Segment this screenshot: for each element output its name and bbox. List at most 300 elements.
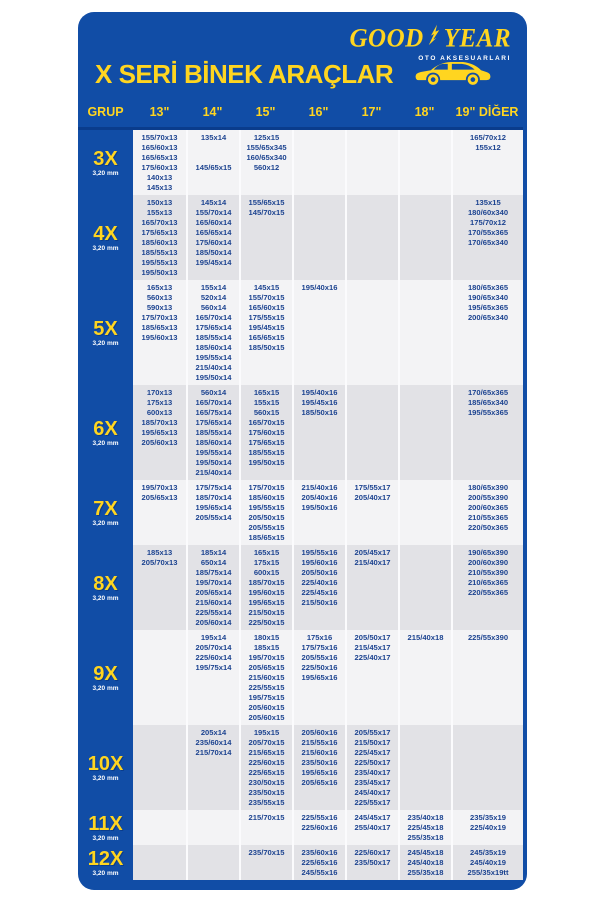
tire-size: 245/40x18	[407, 858, 444, 867]
table-row-5x	[78, 280, 523, 385]
tire-size	[453, 248, 523, 258]
tire-size	[347, 468, 398, 478]
tire-size: 175/75x14	[195, 483, 232, 492]
tire-size	[400, 703, 451, 713]
tire-size	[347, 713, 398, 723]
tire-size	[400, 163, 451, 173]
tire-size	[188, 788, 239, 798]
group-label-8x	[78, 545, 133, 630]
size-cell	[292, 385, 345, 480]
tire-size	[400, 788, 451, 798]
tire-size	[453, 663, 523, 673]
size-cell	[133, 130, 186, 195]
tire-size	[133, 778, 186, 788]
tire-size: 205/60x15	[248, 703, 285, 712]
tire-size	[453, 833, 523, 843]
tire-size: 590x13	[146, 303, 173, 312]
tire-size	[294, 713, 345, 723]
tire-size: 155x14	[200, 283, 227, 292]
tire-size	[347, 868, 398, 878]
logo-subtitle: OTO AKSESUARLARI	[418, 55, 511, 62]
group-name: 7X	[93, 497, 118, 520]
tire-size: 210/55x390	[467, 568, 509, 577]
tire-size	[188, 523, 239, 533]
column-header-row	[78, 105, 523, 119]
tire-size: 195x14	[200, 633, 227, 642]
tire-size	[133, 568, 186, 578]
tire-size: 205/50x15	[248, 513, 285, 522]
tire-size: 190/65x340	[467, 293, 509, 302]
tire-size	[294, 693, 345, 703]
tire-size: 195/75x14	[195, 663, 232, 672]
tire-size	[241, 258, 292, 268]
tire-size: 145x15	[253, 283, 280, 292]
tire-size	[294, 173, 345, 183]
tire-size	[294, 198, 345, 208]
tire-size	[294, 228, 345, 238]
tire-size: 205/55x15	[248, 523, 285, 532]
tire-size	[294, 448, 345, 458]
tire-size: 200/60x390	[467, 558, 509, 567]
size-cell	[133, 480, 186, 545]
size-cell	[133, 385, 186, 480]
tire-size	[188, 848, 239, 858]
tire-size	[133, 588, 186, 598]
tire-size: 235/70x15	[248, 848, 285, 857]
tire-size: 205/70x15	[248, 738, 285, 747]
tire-size	[294, 208, 345, 218]
group-label-6x	[78, 385, 133, 480]
tire-size	[133, 643, 186, 653]
tire-size	[400, 558, 451, 568]
tire-size: 205/45x17	[354, 548, 391, 557]
tire-size	[294, 333, 345, 343]
tire-size	[347, 523, 398, 533]
tire-size	[188, 153, 239, 163]
tire-size: 600x15	[253, 568, 280, 577]
tire-size	[400, 748, 451, 758]
size-cell	[345, 195, 398, 280]
tire-size	[347, 428, 398, 438]
tire-size: 195/65x15	[248, 598, 285, 607]
tire-size	[188, 268, 239, 278]
tire-size	[188, 533, 239, 543]
group-gauge: 3,20 mm	[92, 774, 119, 782]
tire-size: 185/70x14	[195, 493, 232, 502]
tire-size	[133, 693, 186, 703]
group-gauge: 3,20 mm	[92, 519, 119, 527]
tire-size: 175/65x14	[195, 323, 232, 332]
tire-size	[347, 208, 398, 218]
tire-size	[400, 408, 451, 418]
size-cell	[398, 545, 451, 630]
tire-size	[133, 728, 186, 738]
tire-size	[294, 238, 345, 248]
tire-size	[453, 728, 523, 738]
size-cell	[345, 725, 398, 810]
tire-size	[347, 363, 398, 373]
tire-size: 225/60x14	[195, 653, 232, 662]
tire-size: 215/50x15	[248, 608, 285, 617]
tire-size: 175/60x13	[141, 163, 178, 172]
tire-size: 235/50x15	[248, 788, 285, 797]
tire-size	[294, 683, 345, 693]
tire-size: 185/50x15	[248, 343, 285, 352]
tire-size	[453, 183, 523, 193]
tire-size	[400, 598, 451, 608]
tire-size	[133, 458, 186, 468]
tire-size	[400, 493, 451, 503]
tire-size	[347, 448, 398, 458]
tire-size: 165/70x14	[195, 398, 232, 407]
tire-size	[347, 198, 398, 208]
tire-size: 560x14	[200, 388, 227, 397]
tire-size	[294, 143, 345, 153]
tire-size: 215/55x16	[301, 738, 338, 747]
tire-size: 155x13	[146, 208, 173, 217]
tire-size	[453, 533, 523, 543]
tire-size	[453, 778, 523, 788]
tire-size	[294, 833, 345, 843]
tire-size: 195/65x365	[467, 303, 509, 312]
group-gauge: 3,20 mm	[92, 169, 119, 177]
tire-size: 185/60x13	[141, 238, 178, 247]
tire-size	[453, 323, 523, 333]
tire-size	[241, 238, 292, 248]
tire-size: 255/35x19tt	[467, 868, 509, 877]
size-cell	[451, 195, 523, 280]
size-cell	[133, 810, 186, 845]
tire-size: 195/65x13	[141, 428, 178, 437]
tire-size: 195/65x16	[301, 673, 338, 682]
tire-size: 190/65x390	[467, 548, 509, 557]
tire-size: 225/45x18	[407, 823, 444, 832]
size-cell	[133, 630, 186, 725]
tire-size: 245/55x16	[301, 868, 338, 877]
tire-size	[400, 323, 451, 333]
size-cell	[451, 845, 523, 880]
tire-size: 175/60x14	[195, 238, 232, 247]
tire-size: 600x13	[146, 408, 173, 417]
tire-size: 215/45x17	[354, 643, 391, 652]
tire-size: 205/65x13	[141, 493, 178, 502]
header-16: 16"	[308, 105, 329, 119]
tire-size	[453, 173, 523, 183]
tire-size	[400, 258, 451, 268]
tire-size: 195/50x14	[195, 373, 232, 382]
tire-size	[241, 468, 292, 478]
tire-size	[453, 618, 523, 628]
tire-size: 180/65x390	[467, 483, 509, 492]
tire-size: 175/70x15	[248, 483, 285, 492]
size-cell	[451, 810, 523, 845]
tire-size	[400, 373, 451, 383]
tire-size: 195x15	[253, 728, 280, 737]
tire-size	[294, 133, 345, 143]
group-label-7x	[78, 480, 133, 545]
size-table	[78, 127, 523, 880]
tire-size: 210/65x365	[467, 578, 509, 587]
table-row-7x	[78, 480, 523, 545]
size-cell	[398, 130, 451, 195]
tire-size	[347, 503, 398, 513]
tire-size	[400, 673, 451, 683]
group-gauge: 3,20 mm	[92, 439, 119, 447]
tire-size	[294, 353, 345, 363]
size-cell	[292, 630, 345, 725]
tire-size: 185/65x13	[141, 323, 178, 332]
tire-size	[400, 608, 451, 618]
size-cell	[292, 810, 345, 845]
table-row-9x	[78, 630, 523, 725]
tire-size: 185/55x14	[195, 428, 232, 437]
tire-size	[347, 183, 398, 193]
tire-size: 165/60x14	[195, 218, 232, 227]
tire-size	[400, 428, 451, 438]
tire-size	[294, 218, 345, 228]
tire-size	[294, 798, 345, 808]
size-cell	[398, 385, 451, 480]
tire-size: 225/55x17	[354, 798, 391, 807]
group-gauge: 3,20 mm	[92, 339, 119, 347]
tire-size	[294, 468, 345, 478]
header-17: 17"	[361, 105, 382, 119]
tire-size: 175/55x17	[354, 483, 391, 492]
tire-size: 140x13	[146, 173, 173, 182]
size-cell	[451, 630, 523, 725]
tire-size: 155/70x14	[195, 208, 232, 217]
tire-size	[347, 438, 398, 448]
size-cell	[133, 280, 186, 385]
tire-size	[347, 588, 398, 598]
tire-size	[453, 608, 523, 618]
tire-size: 215/40x18	[407, 633, 444, 642]
tire-size: 255/35x18	[407, 868, 444, 877]
table-row-10x	[78, 725, 523, 810]
size-cell	[186, 845, 239, 880]
tire-size	[453, 373, 523, 383]
tire-size	[400, 663, 451, 673]
tire-size: 185/50x14	[195, 248, 232, 257]
tire-size	[133, 758, 186, 768]
tire-size	[188, 768, 239, 778]
tire-size: 175x16	[306, 633, 333, 642]
tire-size	[453, 673, 523, 683]
tire-size: 205/40x17	[354, 493, 391, 502]
tire-size	[400, 343, 451, 353]
size-cell	[133, 725, 186, 810]
logo-word-year: YEAR	[443, 23, 511, 53]
group-label-10x	[78, 725, 133, 810]
tire-size	[453, 768, 523, 778]
tire-size	[241, 228, 292, 238]
tire-size: 155/70x13	[141, 133, 178, 142]
tire-size	[188, 693, 239, 703]
tire-size	[347, 293, 398, 303]
tire-size	[347, 663, 398, 673]
size-cell	[345, 810, 398, 845]
tire-size	[347, 408, 398, 418]
group-label-12x	[78, 845, 133, 880]
tire-size	[133, 713, 186, 723]
tire-size	[133, 813, 186, 823]
tire-size	[133, 448, 186, 458]
tire-size	[453, 428, 523, 438]
size-cell	[186, 810, 239, 845]
tire-size: 175x15	[253, 558, 280, 567]
tire-size: 245/35x19	[470, 848, 506, 857]
size-cell	[398, 810, 451, 845]
tire-size	[400, 738, 451, 748]
goodyear-logotype	[349, 23, 511, 53]
tire-size: 195/55x365	[467, 408, 509, 417]
tire-size: 180/65x365	[467, 283, 509, 292]
tire-size	[347, 333, 398, 343]
tire-size	[241, 218, 292, 228]
tire-size	[400, 618, 451, 628]
size-cell	[186, 130, 239, 195]
tire-size	[400, 728, 451, 738]
tire-size	[400, 513, 451, 523]
tire-size	[400, 448, 451, 458]
tire-size	[453, 448, 523, 458]
tire-size	[400, 228, 451, 238]
tire-size: 225/65x16	[301, 858, 338, 867]
group-name: 6X	[93, 417, 118, 440]
tire-size: 195/45x16	[301, 398, 338, 407]
tire-size	[400, 133, 451, 143]
tire-size: 205/55x14	[195, 513, 232, 522]
tire-size: 235/40x17	[354, 768, 391, 777]
tire-size	[347, 513, 398, 523]
size-cell	[292, 480, 345, 545]
tire-size: 225/50x17	[354, 758, 391, 767]
tire-size: 155x12	[475, 143, 501, 152]
tire-size	[453, 258, 523, 268]
size-cell	[239, 845, 292, 880]
tire-size	[400, 153, 451, 163]
tire-size: 195/50x14	[195, 458, 232, 467]
tire-size	[453, 163, 523, 173]
tire-size	[241, 173, 292, 183]
tire-size: 180/60x340	[467, 208, 509, 217]
tire-size: 235/60x16	[301, 848, 338, 857]
size-cell	[451, 545, 523, 630]
tire-size	[400, 208, 451, 218]
tire-size	[453, 758, 523, 768]
size-cell	[239, 280, 292, 385]
tire-size	[347, 693, 398, 703]
size-cell	[398, 630, 451, 725]
tire-size	[347, 683, 398, 693]
tire-size	[294, 703, 345, 713]
tire-size: 205/40x16	[301, 493, 338, 502]
tire-size: 195/60x15	[248, 588, 285, 597]
tire-size	[294, 258, 345, 268]
tire-size	[347, 418, 398, 428]
tire-size	[453, 418, 523, 428]
tire-size: 220/55x365	[467, 588, 509, 597]
tire-size	[453, 683, 523, 693]
tire-size: 175x13	[146, 398, 173, 407]
tire-size: 185/70x15	[248, 578, 285, 587]
tire-size	[453, 693, 523, 703]
tire-size	[453, 798, 523, 808]
tire-size	[188, 868, 239, 878]
tire-size: 205/50x16	[301, 568, 338, 577]
tire-size	[400, 238, 451, 248]
tire-size: 215/40x16	[301, 483, 338, 492]
tire-size: 225/50x15	[248, 618, 285, 627]
tire-size	[400, 183, 451, 193]
tire-size	[241, 268, 292, 278]
tire-size: 175/70x12	[470, 218, 506, 227]
tire-size	[133, 618, 186, 628]
tire-size	[400, 248, 451, 258]
brochure-panel	[78, 12, 527, 890]
header-grup: GRUP	[87, 105, 124, 119]
tire-size	[294, 183, 345, 193]
tire-size: 165x13	[146, 283, 173, 292]
tire-size	[453, 438, 523, 448]
tire-size	[400, 523, 451, 533]
tire-size: 195/55x16	[301, 548, 338, 557]
size-cell	[345, 130, 398, 195]
tire-size	[188, 823, 239, 833]
tire-size: 225/40x17	[354, 653, 391, 662]
tire-size: 185x14	[200, 548, 227, 557]
tire-size: 170/65x340	[467, 238, 509, 247]
tire-size	[453, 333, 523, 343]
tire-size	[400, 693, 451, 703]
tire-size	[453, 598, 523, 608]
tire-size: 185/55x14	[195, 333, 232, 342]
tire-size	[188, 143, 239, 153]
tire-size	[400, 483, 451, 493]
tire-size	[294, 373, 345, 383]
group-label-11x	[78, 810, 133, 845]
group-gauge: 3,20 mm	[92, 244, 119, 252]
tire-size	[347, 388, 398, 398]
tire-size: 220/50x365	[467, 523, 509, 532]
tire-size	[347, 703, 398, 713]
tire-size	[133, 868, 186, 878]
tire-size: 155x15	[253, 398, 280, 407]
size-cell	[345, 480, 398, 545]
size-cell	[239, 545, 292, 630]
tire-size: 215/60x16	[301, 748, 338, 757]
tire-size	[347, 353, 398, 363]
header-13: 13"	[149, 105, 170, 119]
tire-size	[133, 748, 186, 758]
tire-size: 225/60x17	[354, 848, 391, 857]
tire-size: 205/65x16	[301, 778, 338, 787]
tire-size: 225/40x19	[470, 823, 506, 832]
tire-size	[347, 143, 398, 153]
tire-size	[294, 293, 345, 303]
size-cell	[345, 845, 398, 880]
tire-size	[294, 523, 345, 533]
tire-size: 195/45x15	[248, 323, 285, 332]
tire-size: 200/65x340	[467, 313, 509, 322]
tire-size: 205x14	[200, 728, 227, 737]
group-label-9x	[78, 630, 133, 725]
tire-size	[453, 788, 523, 798]
tire-size	[400, 283, 451, 293]
tire-size	[294, 513, 345, 523]
tire-size: 215/50x16	[301, 598, 338, 607]
tire-size: 125x15	[253, 133, 280, 142]
